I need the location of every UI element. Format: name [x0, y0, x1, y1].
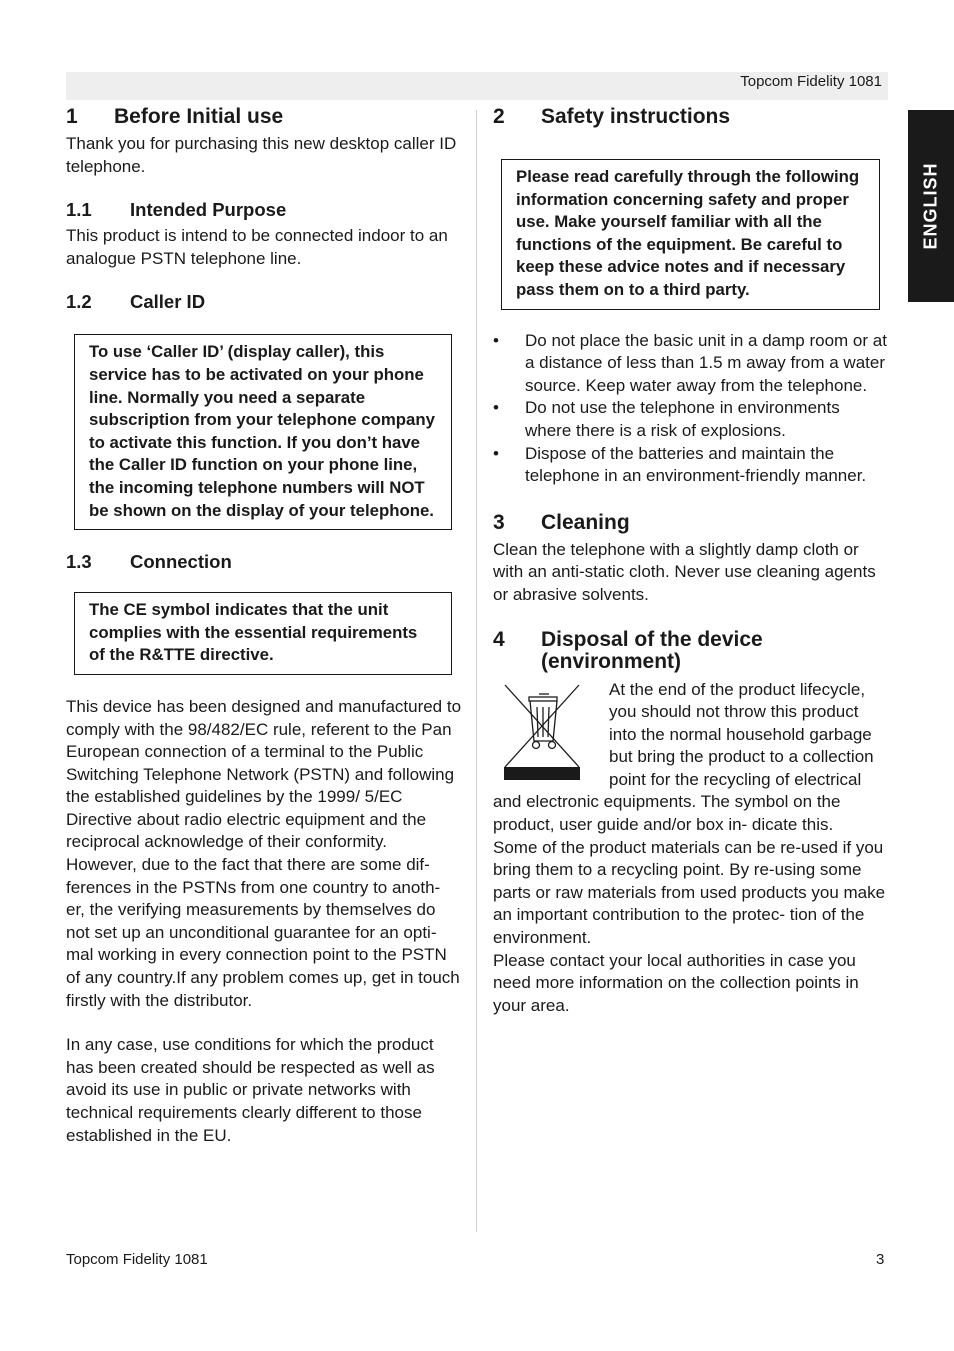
connection-paragraph-1: This device has been designed and manufactured to comply with the 98/482/EC rule, referent to the Pan European connection of a terminal to the Public Switching Telephone Network (PSTN) and following the established guidelines by the 1999/ 5/EC Directive about radio electric equipment and the reciprocal acknowledge of their conformity. However, due to the fact that there are some dif- ferences in the PSTNs from one country to anoth- er, the verifying measurements by themselves do not set up an unconditional guarantee for an opti- mal working in every connection point to the PSTN of any country.If any problem comes up, get in touch firstly with the distributor.	[66, 696, 462, 1010]
caller-id-notice-box: To use ‘Caller ID’ (display caller), this service has to be activated on your phone line. Normally you need a separate subscription from your telephone company to activate this function. If you don’t have the Caller ID function on your phone line, the incoming telephone numbers will NOT be shown on the display of your telephone.	[74, 334, 452, 530]
section-title: Safety instructions	[541, 105, 731, 128]
disposal-paragraph-3: Please contact your local authorities in case you need more information on the collection points in your area.	[493, 950, 859, 1015]
right-column	[493, 104, 889, 1017]
column-divider	[476, 110, 477, 1232]
section-1-1-heading	[66, 198, 462, 222]
section-title: Caller ID	[130, 291, 206, 313]
list-item-text: Do not use the telephone in environments where there is a risk of explosions.	[525, 398, 840, 440]
section-number: 3	[493, 510, 505, 534]
crossed-out-wheelie-bin-icon	[503, 683, 583, 783]
section-title: Intended Purpose	[130, 199, 287, 221]
section-1-heading	[66, 104, 462, 130]
list-item	[493, 443, 889, 488]
cleaning-text: Clean the telephone with a slightly damp cloth or with an anti-static cloth. Never use cleaning agents or abrasive solvents.	[493, 539, 876, 604]
header-bar	[66, 72, 888, 100]
running-header: Topcom Fidelity 1081	[740, 73, 882, 90]
section-number: 4	[493, 627, 505, 651]
safety-list	[493, 330, 889, 488]
section-number: 1.3	[66, 551, 92, 573]
language-tab-label: ENGLISH	[920, 162, 941, 250]
language-tab	[908, 110, 954, 302]
section-title: Before Initial use	[114, 105, 284, 128]
footer-title: Topcom Fidelity 1081	[66, 1251, 208, 1268]
section-title: Connection	[130, 551, 232, 573]
page-number: 3	[876, 1251, 885, 1268]
connection-paragraph-2: In any case, use conditions for which the product has been created should be respected as well as avoid its use in public or private networks with technical requirements clearly different to those established in the EU.	[66, 1035, 435, 1145]
bullet: •	[493, 398, 499, 418]
section-number: 2	[493, 105, 505, 128]
disposal-block	[493, 679, 889, 1018]
section-1-1-text: This product is intend to be connected indoor to an analogue PSTN telephone line.	[66, 226, 448, 268]
ce-notice-box: The CE symbol indicates that the unit complies with the essential requirements of the R&TTE directive.	[74, 592, 452, 675]
disposal-paragraph-2: Some of the product materials can be re-used if you bring them to a recycling point. By re-using some parts or raw materials from used products you make an important contribution to the protec- tion of the environment.	[493, 837, 886, 948]
section-1-text: Thank you for purchasing this new desktop caller ID telephone.	[66, 134, 457, 176]
section-2-heading	[493, 104, 889, 130]
section-1-3-heading	[66, 550, 462, 574]
list-item-text: Do not place the basic unit in a damp room or at a distance of less than 1.5 m away from a water source. Keep water away from the telephone.	[525, 330, 887, 395]
section-title: Cleaning	[541, 510, 630, 534]
bullet: •	[493, 330, 499, 350]
section-number: 1.1	[66, 199, 92, 221]
safety-notice-box: Please read carefully through the following information concerning safety and proper use. Make yourself familiar with all the functions of the equipment. Be careful to keep these advice notes and if necessary pass them on to a third party.	[501, 159, 880, 310]
section-1-2-heading	[66, 290, 462, 314]
left-column	[66, 104, 462, 1147]
section-number: 1	[66, 105, 78, 128]
list-item	[493, 330, 889, 398]
list-item-text: Dispose of the batteries and maintain the telephone in an environment-friendly manner.	[525, 443, 867, 486]
list-item	[493, 397, 889, 442]
section-title: Disposal of the device (environment)	[541, 627, 763, 673]
section-number: 1.2	[66, 291, 92, 313]
section-3-heading	[493, 510, 889, 536]
bullet: •	[493, 443, 499, 463]
disposal-paragraph-1: At the end of the product lifecycle, you should not throw this product into the normal household garbage but bring the product to a collection point for the recycling of electrical and electronic equipments. The symbol on the product, user guide and/or box in- dicate this.	[493, 679, 874, 835]
section-4-heading	[493, 629, 889, 673]
